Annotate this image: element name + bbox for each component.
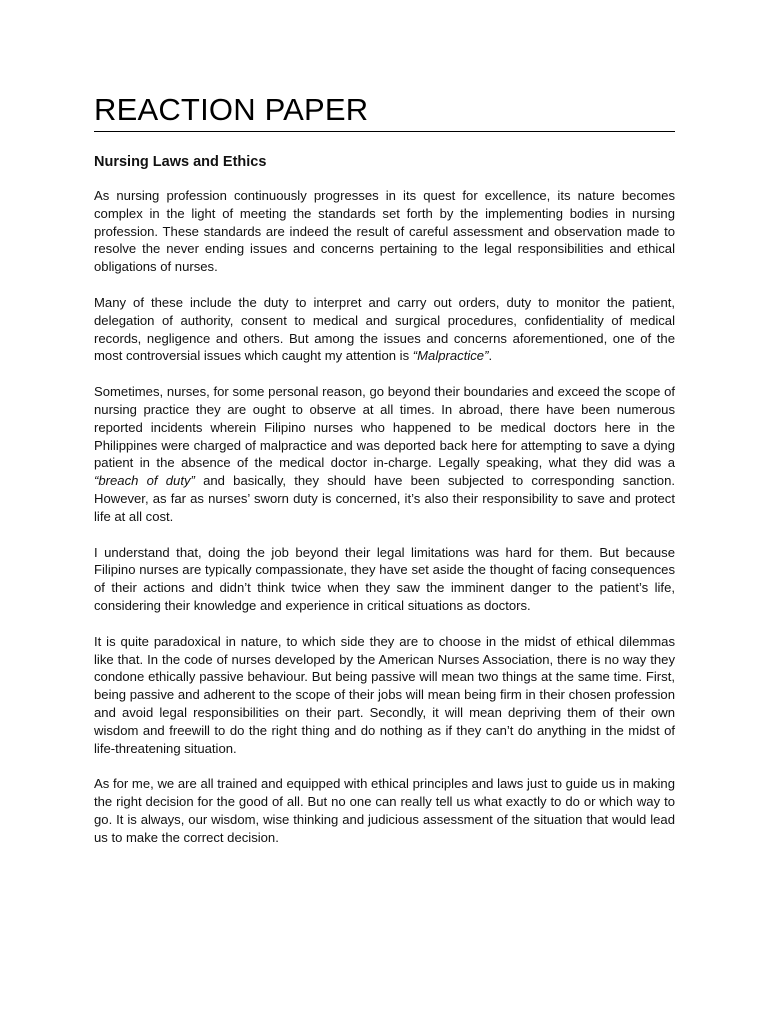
- title-underline: [94, 131, 675, 132]
- paragraph-2-end: .: [488, 348, 493, 364]
- paragraph-3-italic: “breach of duty”: [94, 473, 195, 489]
- document-title: REACTION PAPER: [94, 92, 369, 127]
- paragraph-4: [94, 544, 675, 615]
- paragraph-2: [94, 294, 675, 365]
- paragraph-5: [94, 633, 675, 758]
- paragraph-3: [94, 383, 675, 525]
- paragraph-6-text: As for me, we are all trained and equipped with ethical principles and laws just to guide us in making the right decision for the good of all. But no one can really tell us what exactly to do or which way to go. It is always, our wisdom, wise thinking and judicious assessment of the situation that would lead us to make the correct decision.: [94, 776, 675, 845]
- paragraph-2-italic: “Malpractice”: [412, 348, 489, 364]
- paragraph-5-text: It is quite paradoxical in nature, to which side they are to choose in the midst of ethical dilemmas like that. In the code of nurses developed by the American Nurses Association, there is no way they condone ethically passive behaviour. But being passive will mean two things at the same time. First, being passive and adherent to the scope of their jobs will mean being firm in their chosen profession and avoid legal responsibilities on their part. Secondly, it will mean depriving them of their own wisdom and freewill to do the right thing and do nothing as if they can’t do anything in the midst of life-threatening situation.: [94, 633, 675, 756]
- paragraph-6: [94, 775, 675, 846]
- paragraph-1-text: As nursing profession continuously progresses in its quest for excellence, its nature becomes complex in the light of meeting the standards set forth by the implementing bodies in nursing profession. These standards are indeed the result of careful assessment and observation made to resolve the never ending issues and concerns pertaining to the legal responsibilities and ethical obligations of nurses.: [94, 188, 675, 275]
- paragraph-4-text: I understand that, doing the job beyond their legal limitations was hard for them. But because Filipino nurses are typically compassionate, they have set aside the thought of facing consequences of their actions and didn’t think twice when they saw the imminent danger to the patient’s life, considering their knowledge and experience in critical situations as doctors.: [94, 544, 675, 613]
- paragraph-1: [94, 187, 675, 276]
- paragraph-3-text: Sometimes, nurses, for some personal reason, go beyond their boundaries and exceed the scope of nursing practice they are ought to observe at all times. In abroad, there have been numerous reported incidents wherein Filipino nurses who happened to be medical doctors here in the Philippines were charged of malpractice and was deported back here for attempting to save a dying patient in the absence of the medical doctor in-charge. Legally speaking, what they did was a: [94, 384, 675, 471]
- paragraph-3-end: and basically, they should have been subjected to corresponding sanction. However, as far as nurses’ sworn duty is concerned, it’s also their responsibility to save and protect life at all cost.: [94, 473, 676, 524]
- document-subtitle: Nursing Laws and Ethics: [94, 154, 267, 170]
- document-page: [94, 92, 675, 847]
- paragraph-2-text: Many of these include the duty to interpret and carry out orders, duty to monitor the patient, delegation of authority, consent to medical and surgical procedures, confidentiality of medical records, negligence and others. But among the issues and concerns aforementioned, one of the most controversial issues which caught my attention is: [94, 294, 675, 364]
